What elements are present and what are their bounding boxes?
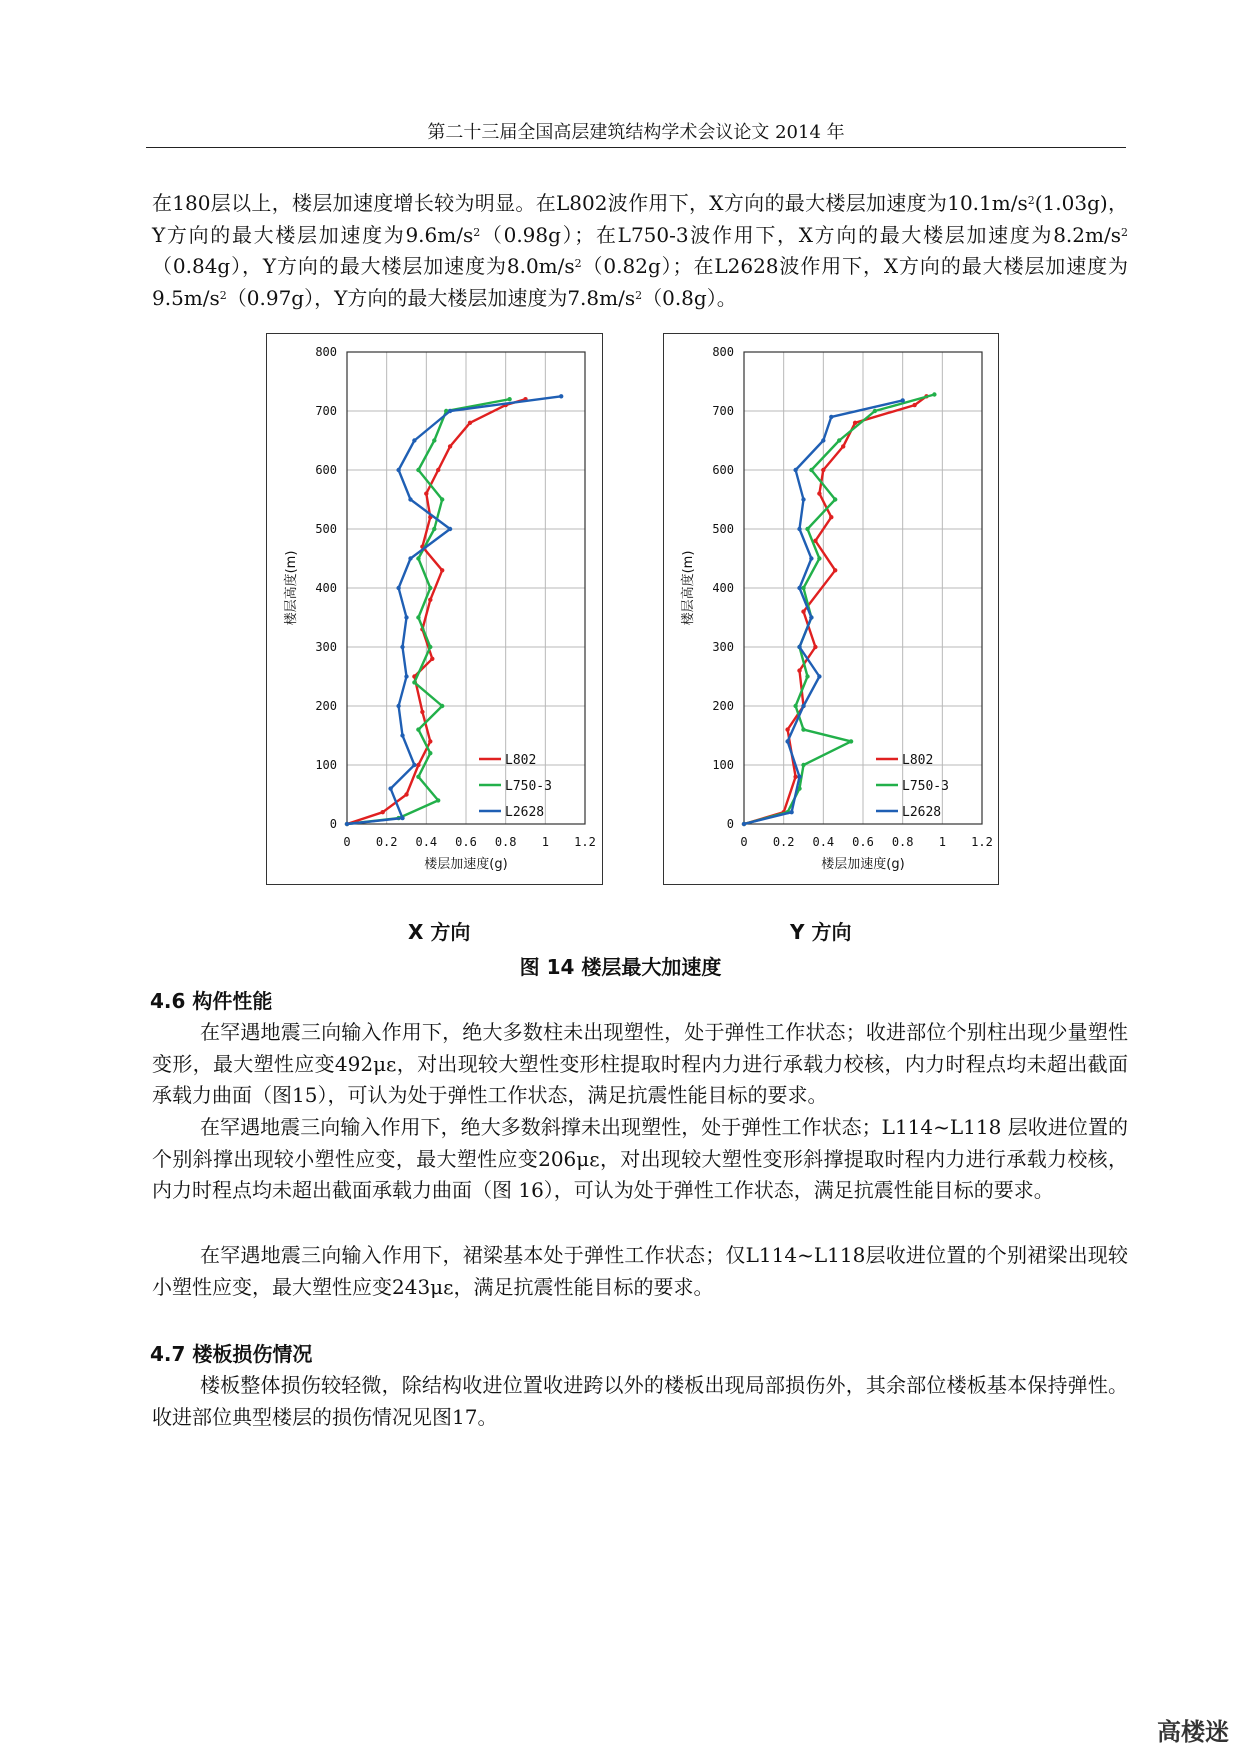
data-point-l750-3 bbox=[432, 438, 436, 442]
data-point-l750-3 bbox=[507, 397, 511, 401]
x-tick-label: 0.4 bbox=[812, 835, 835, 849]
legend-label: L802 bbox=[902, 753, 934, 768]
section-46-paragraph-3: 在罕遇地震三向输入作用下，裙梁基本处于弹性工作状态；仅L114~L118层收进位置的个别裙梁出现较小塑性应变，最大塑性应变243με，满足抗震性能目标的要求。 bbox=[152, 1243, 1128, 1299]
data-point-l802 bbox=[424, 491, 428, 495]
data-point-l2628 bbox=[809, 556, 813, 560]
data-point-l750-3 bbox=[440, 497, 444, 501]
data-point-l750-3 bbox=[849, 739, 853, 743]
data-point-l802 bbox=[785, 727, 789, 731]
data-point-l2628 bbox=[801, 497, 805, 501]
superscript: 2 bbox=[1027, 194, 1035, 207]
data-point-l750-3 bbox=[416, 727, 420, 731]
data-point-l802 bbox=[813, 645, 817, 649]
data-point-l2628 bbox=[797, 586, 801, 590]
chart-y-svg bbox=[664, 334, 998, 884]
data-point-l802 bbox=[404, 792, 408, 796]
y-tick-label: 700 bbox=[712, 404, 734, 418]
y-axis-label: 楼层高度(m) bbox=[284, 550, 299, 626]
data-point-l802 bbox=[448, 444, 452, 448]
data-point-l750-3 bbox=[416, 775, 420, 779]
data-point-l2628 bbox=[345, 822, 349, 826]
x-axis-label: 楼层加速度(g) bbox=[821, 857, 905, 872]
y-tick-label: 700 bbox=[315, 404, 337, 418]
data-point-l2628 bbox=[785, 739, 789, 743]
data-point-l2628 bbox=[797, 775, 801, 779]
data-point-l2628 bbox=[400, 733, 404, 737]
data-point-l802 bbox=[801, 609, 805, 613]
data-point-l2628 bbox=[400, 645, 404, 649]
data-point-l802 bbox=[853, 421, 857, 425]
y-tick-label: 200 bbox=[712, 699, 734, 713]
data-point-l750-3 bbox=[805, 674, 809, 678]
data-point-l2628 bbox=[817, 674, 821, 678]
data-point-l802 bbox=[833, 568, 837, 572]
y-tick-label: 200 bbox=[315, 699, 337, 713]
section-heading-4-6: 4.6 构件性能 bbox=[150, 989, 273, 1013]
data-point-l2628 bbox=[797, 645, 801, 649]
data-point-l2628 bbox=[404, 615, 408, 619]
data-point-l802 bbox=[817, 491, 821, 495]
y-tick-label: 100 bbox=[712, 758, 734, 772]
x-tick-label: 0.2 bbox=[772, 835, 795, 849]
data-point-l2628 bbox=[559, 394, 563, 398]
data-point-l750-3 bbox=[817, 556, 821, 560]
figure-caption: 图 14 楼层最大加速度 bbox=[519, 955, 722, 979]
data-point-l750-3 bbox=[805, 527, 809, 531]
intro-line1b: (1.03g)， bbox=[1034, 191, 1128, 215]
intro-line3b: （0.82g）；在L2628波作用下，X方向的最大楼层加速度 bbox=[581, 254, 1108, 278]
y-tick-label: 600 bbox=[712, 463, 734, 477]
legend-label: L750-3 bbox=[505, 779, 552, 794]
data-point-l750-3 bbox=[809, 468, 813, 472]
data-point-l2628 bbox=[404, 674, 408, 678]
data-point-l802 bbox=[912, 403, 916, 407]
intro-paragraph bbox=[152, 188, 1128, 314]
data-point-l2628 bbox=[408, 497, 412, 501]
data-point-l750-3 bbox=[440, 704, 444, 708]
y-direction-label: Y 方向 bbox=[790, 920, 852, 944]
data-point-l2628 bbox=[793, 468, 797, 472]
data-point-l750-3 bbox=[833, 497, 837, 501]
data-point-l2628 bbox=[789, 810, 793, 814]
data-point-l2628 bbox=[448, 409, 452, 413]
x-tick-label: 0.4 bbox=[415, 835, 438, 849]
y-axis-label: 楼层高度(m) bbox=[681, 550, 696, 626]
data-point-l802 bbox=[440, 568, 444, 572]
data-point-l750-3 bbox=[432, 527, 436, 531]
section-46-paragraph-1: 在罕遇地震三向输入作用下，绝大多数柱未出现塑性，处于弹性工作状态；收进部位个别柱出现少量塑性变形，最大塑性应变492με，对出现较大塑性变形柱提取时程内力进行承载力校核，内力时程点均未超出截面承载力曲面（图15），可认为处于弹性工作状态，满足抗震性能目标的要求。 bbox=[152, 1020, 1128, 1107]
data-point-l2628 bbox=[809, 615, 813, 619]
data-point-l750-3 bbox=[416, 615, 420, 619]
running-header: 第二十三届全国高层建筑结构学术会议论文 2014 年 bbox=[427, 122, 845, 143]
data-point-l2628 bbox=[408, 556, 412, 560]
data-point-l750-3 bbox=[412, 680, 416, 684]
y-tick-label: 400 bbox=[315, 581, 337, 595]
header-rule bbox=[146, 147, 1126, 148]
data-point-l2628 bbox=[388, 786, 392, 790]
x-tick-label: 0.2 bbox=[375, 835, 398, 849]
data-point-l802 bbox=[821, 468, 825, 472]
section-heading-4-7: 4.7 楼板损伤情况 bbox=[150, 1342, 313, 1366]
x-tick-label: 1.2 bbox=[971, 835, 993, 849]
x-tick-label: 0 bbox=[740, 835, 748, 849]
y-tick-label: 0 bbox=[726, 817, 734, 831]
data-point-l2628 bbox=[448, 527, 452, 531]
superscript: 2 bbox=[219, 288, 227, 302]
legend-label: L2628 bbox=[902, 805, 942, 820]
x-tick-label: 0.8 bbox=[891, 835, 914, 849]
data-point-l802 bbox=[430, 657, 434, 661]
data-point-l750-3 bbox=[428, 586, 432, 590]
x-tick-label: 0.8 bbox=[494, 835, 517, 849]
y-tick-label: 800 bbox=[315, 345, 337, 359]
superscript: 2 bbox=[473, 225, 481, 239]
series-line-l802 bbox=[347, 399, 526, 824]
data-point-l2628 bbox=[901, 398, 905, 402]
intro-line1: 在180层以上，楼层加速度增长较为明显。在L802波作用下，X方向的最大楼层加速度为10.1m/s bbox=[152, 191, 1028, 215]
intro-line4c: （0.8g）。 bbox=[642, 285, 737, 310]
x-direction-label: X 方向 bbox=[408, 920, 471, 944]
data-point-l2628 bbox=[412, 438, 416, 442]
intro-line4b: （0.97g），Y方向的最大楼层加速度为7.8m/s bbox=[226, 285, 636, 310]
data-point-l750-3 bbox=[416, 556, 420, 560]
data-point-l2628 bbox=[821, 438, 825, 442]
superscript: 2 bbox=[1120, 225, 1128, 239]
chart-x-svg bbox=[267, 334, 602, 884]
data-point-l802 bbox=[420, 710, 424, 714]
data-point-l802 bbox=[841, 444, 845, 448]
data-point-l750-3 bbox=[801, 586, 805, 590]
y-tick-label: 100 bbox=[315, 758, 337, 772]
data-point-l2628 bbox=[742, 822, 746, 826]
data-point-l802 bbox=[381, 810, 385, 814]
intro-line2b: （0.98g）；在L750-3波作用下，X方向的最大楼层加速度为8.2m/s bbox=[480, 222, 1121, 247]
data-point-l802 bbox=[428, 598, 432, 602]
superscript: 2 bbox=[574, 257, 582, 270]
legend-label: L750-3 bbox=[902, 779, 949, 794]
legend-label: L2628 bbox=[505, 805, 545, 820]
y-tick-label: 800 bbox=[712, 345, 734, 359]
superscript: 2 bbox=[635, 288, 643, 302]
data-point-l750-3 bbox=[932, 392, 936, 396]
section-46-paragraph-2: 在罕遇地震三向输入作用下，绝大多数斜撑未出现塑性，处于弹性工作状态；L114~L118 层收进位置的个别斜撑出现较小塑性应变，最大塑性应变206με，对出现较大塑性变形斜撑提取时程内力进行承载力校核，内力时程点均未超出截面承载力曲面（图 16），可认为处于弹性工作状态，满足抗震性能目标的要求。 bbox=[152, 1115, 1128, 1202]
x-tick-label: 0.6 bbox=[852, 835, 874, 849]
y-tick-label: 300 bbox=[315, 640, 337, 654]
data-point-l802 bbox=[436, 468, 440, 472]
data-point-l750-3 bbox=[801, 727, 805, 731]
data-point-l802 bbox=[416, 763, 420, 767]
data-point-l750-3 bbox=[837, 438, 841, 442]
data-point-l802 bbox=[797, 668, 801, 672]
data-point-l802 bbox=[829, 515, 833, 519]
data-point-l750-3 bbox=[793, 704, 797, 708]
data-point-l750-3 bbox=[428, 751, 432, 755]
data-point-l750-3 bbox=[416, 468, 420, 472]
legend-label: L802 bbox=[505, 753, 537, 768]
intro-line4: 为9.5m/s bbox=[152, 254, 1128, 310]
y-tick-label: 600 bbox=[315, 463, 337, 477]
data-point-l750-3 bbox=[873, 409, 877, 413]
y-tick-label: 0 bbox=[329, 817, 337, 831]
data-point-l2628 bbox=[396, 704, 400, 708]
chart-y-direction bbox=[663, 333, 999, 885]
y-tick-label: 500 bbox=[712, 522, 734, 536]
chart-x-direction bbox=[266, 333, 603, 885]
x-tick-label: 1 bbox=[938, 835, 946, 849]
data-point-l2628 bbox=[396, 586, 400, 590]
section-47-paragraph-1: 楼板整体损伤较轻微，除结构收进位置收进跨以外的楼板出现局部损伤外，其余部位楼板基本保持弹性。收进部位典型楼层的损伤情况见图17。 bbox=[152, 1373, 1128, 1429]
data-point-l802 bbox=[793, 775, 797, 779]
data-point-l2628 bbox=[396, 468, 400, 472]
intro-line2: Y方向的最大楼层加速度为9.6m/s bbox=[152, 222, 474, 247]
data-point-l2628 bbox=[801, 704, 805, 708]
y-tick-label: 400 bbox=[712, 581, 734, 595]
y-tick-label: 500 bbox=[315, 522, 337, 536]
data-point-l2628 bbox=[400, 816, 404, 820]
data-point-l750-3 bbox=[428, 645, 432, 649]
data-point-l750-3 bbox=[436, 798, 440, 802]
watermark-logo: 高楼迷 bbox=[1157, 1718, 1229, 1746]
data-point-l2628 bbox=[829, 415, 833, 419]
x-tick-label: 0.6 bbox=[455, 835, 477, 849]
data-point-l802 bbox=[428, 739, 432, 743]
data-point-l2628 bbox=[412, 763, 416, 767]
data-point-l802 bbox=[468, 421, 472, 425]
y-tick-label: 300 bbox=[712, 640, 734, 654]
x-tick-label: 1 bbox=[541, 835, 549, 849]
data-point-l2628 bbox=[797, 527, 801, 531]
x-tick-label: 1.2 bbox=[574, 835, 596, 849]
data-point-l750-3 bbox=[801, 763, 805, 767]
series-line-l802 bbox=[744, 396, 927, 824]
x-axis-label: 楼层加速度(g) bbox=[424, 857, 508, 872]
intro-line3: （0.84g），Y方向的最大楼层加速度为8.0m/s bbox=[152, 254, 575, 278]
x-tick-label: 0 bbox=[343, 835, 351, 849]
